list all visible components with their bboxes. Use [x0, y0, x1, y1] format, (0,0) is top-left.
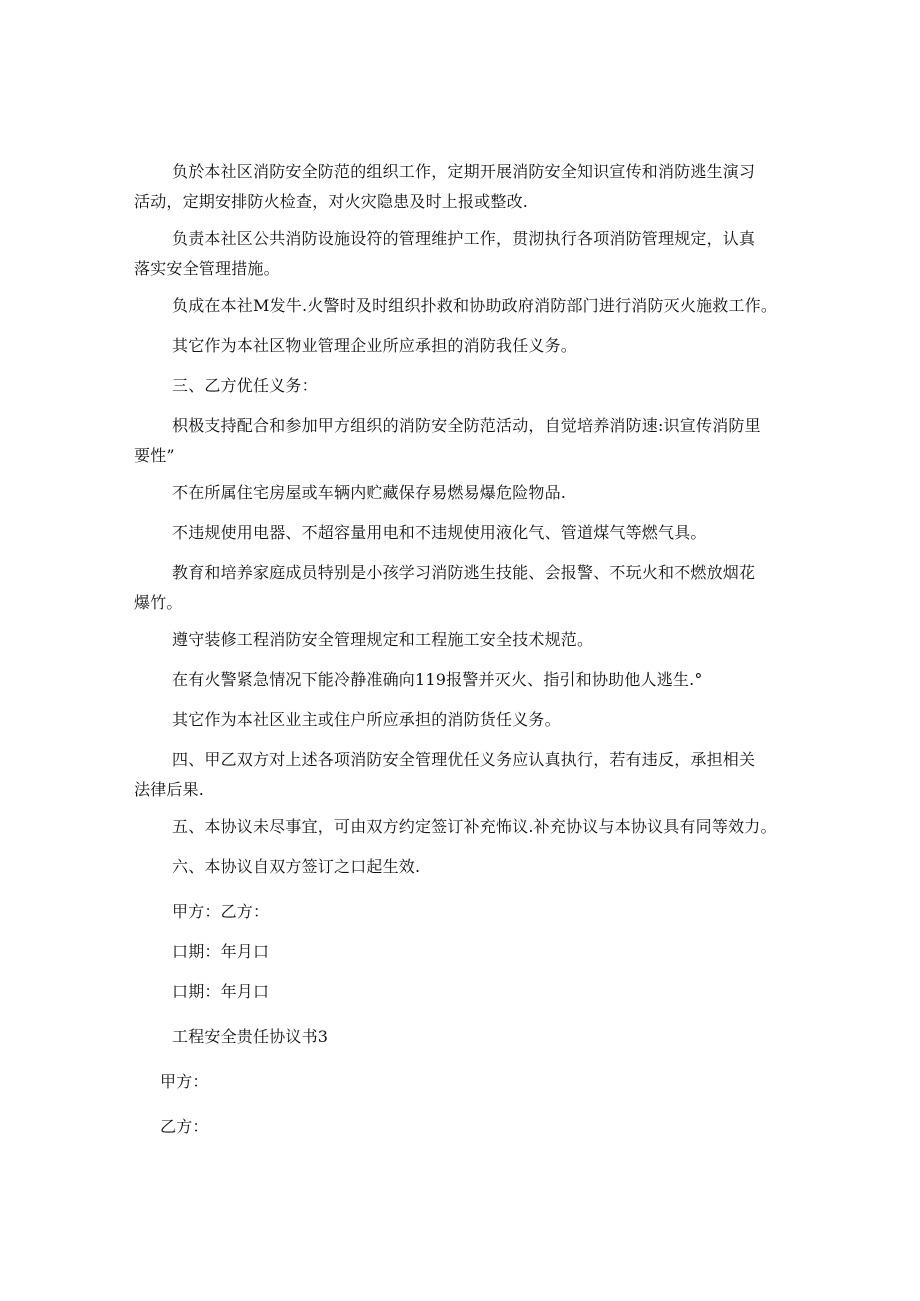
signature-date-2 — [172, 977, 269, 1007]
paragraph-line: 负成在本社M发牛.火警时及时组织扑救和协助政府消防部门进行消防灭火施救工作。 — [172, 296, 778, 315]
paragraph-effective-date — [172, 852, 420, 882]
paragraph-line: 负责本社区公共消防设施设符的管理维护工作，贯沏执行各项消防管理规定，认真 — [172, 229, 756, 248]
paragraph-line: 遵守装修工程消防安全管理规定和工程施工安全技术规范。 — [172, 630, 594, 649]
paragraph-line: 四、甲乙双方对上述各项消防安全管理优任义务应认真执行，若有违反，承担相关 — [172, 750, 756, 769]
paragraph-supplementary-agreement — [172, 812, 777, 842]
paragraph-line: 教育和培养家庭成员特别是小孩学习消防逃生技能、会报警、不玩火和不燃放烟花 — [172, 563, 756, 582]
paragraph-fire-rescue — [172, 291, 777, 321]
paragraph-facility-maintenance — [134, 224, 756, 284]
paragraph-line: 爆竹。 — [134, 593, 183, 612]
signature-date-1 — [172, 937, 269, 967]
paragraph-line: 其它作为本社区业主或住户所应承担的消防货任义务。 — [172, 710, 561, 729]
paragraph-renovation-rules — [172, 625, 593, 655]
paragraph-other-duties-party-b — [172, 705, 561, 735]
paragraph-line: 不违规使用电器、不超容量用电和不违规使用液化气、管道煤气等燃气具。 — [172, 523, 707, 542]
paragraph-support-activities — [134, 411, 761, 471]
paragraph-line: 在有火警紧急情况下能冷静准确向119报警并灭火、指引和协助他人逃生.° — [172, 670, 703, 689]
paragraph-fire-safety-organization — [134, 157, 756, 217]
paragraph-line: 三、乙方优任义务： — [172, 376, 318, 395]
paragraph-line: 要性” — [134, 446, 175, 465]
paragraph-line: 其它作为本社区物业管理企业所应承担的消防我任义务。 — [172, 336, 578, 355]
paragraph-line: 口期：年月口 — [172, 942, 270, 961]
paragraph-family-education — [134, 558, 756, 618]
paragraph-emergency-response — [172, 665, 703, 695]
paragraph-line: 甲方： — [160, 1072, 209, 1091]
paragraph-line: 法律后果. — [134, 780, 205, 799]
paragraph-line: 枳极支持配合和参加甲方组织的消防安全防范活动，自觉培养消防速:识宣传消防里 — [172, 416, 761, 435]
paragraph-line: 负於本社区消防安全防范的组织工作，定期开展消防安全知识宣传和消防逃生演习 — [172, 162, 756, 181]
section-heading-party-b — [172, 371, 318, 401]
paragraph-line: 六、本协议自双方签订之口起生效. — [172, 857, 421, 876]
paragraph-line: 工程安全贵任协议书3 — [172, 1027, 329, 1046]
signature-parties — [172, 897, 269, 927]
paragraph-other-duties-party-a — [172, 331, 577, 361]
document-title-3 — [172, 1022, 328, 1052]
paragraph-no-hazardous-storage — [172, 478, 566, 508]
paragraph-line: 五、本协议未尽事宜，可由双方约定签订补充怖议.补充协议与本协议具有同等效力。 — [172, 817, 777, 836]
paragraph-liability — [134, 745, 756, 805]
paragraph-line: 乙方： — [160, 1117, 209, 1136]
paragraph-line: 口期：年月口 — [172, 982, 270, 1001]
paragraph-line: 活动，定期安排防火检查，对火灾隐患及时上报或整改. — [134, 192, 529, 211]
paragraph-electrical-usage — [172, 518, 707, 548]
paragraph-line: 不在所属住宅房屋或车辆内贮藏保存易燃易爆危险物品. — [172, 483, 567, 502]
party-b-label — [160, 1112, 209, 1142]
paragraph-line: 甲方：乙方： — [172, 902, 270, 921]
paragraph-line: 落实安全管理措施。 — [134, 259, 280, 278]
party-a-label — [160, 1067, 209, 1097]
